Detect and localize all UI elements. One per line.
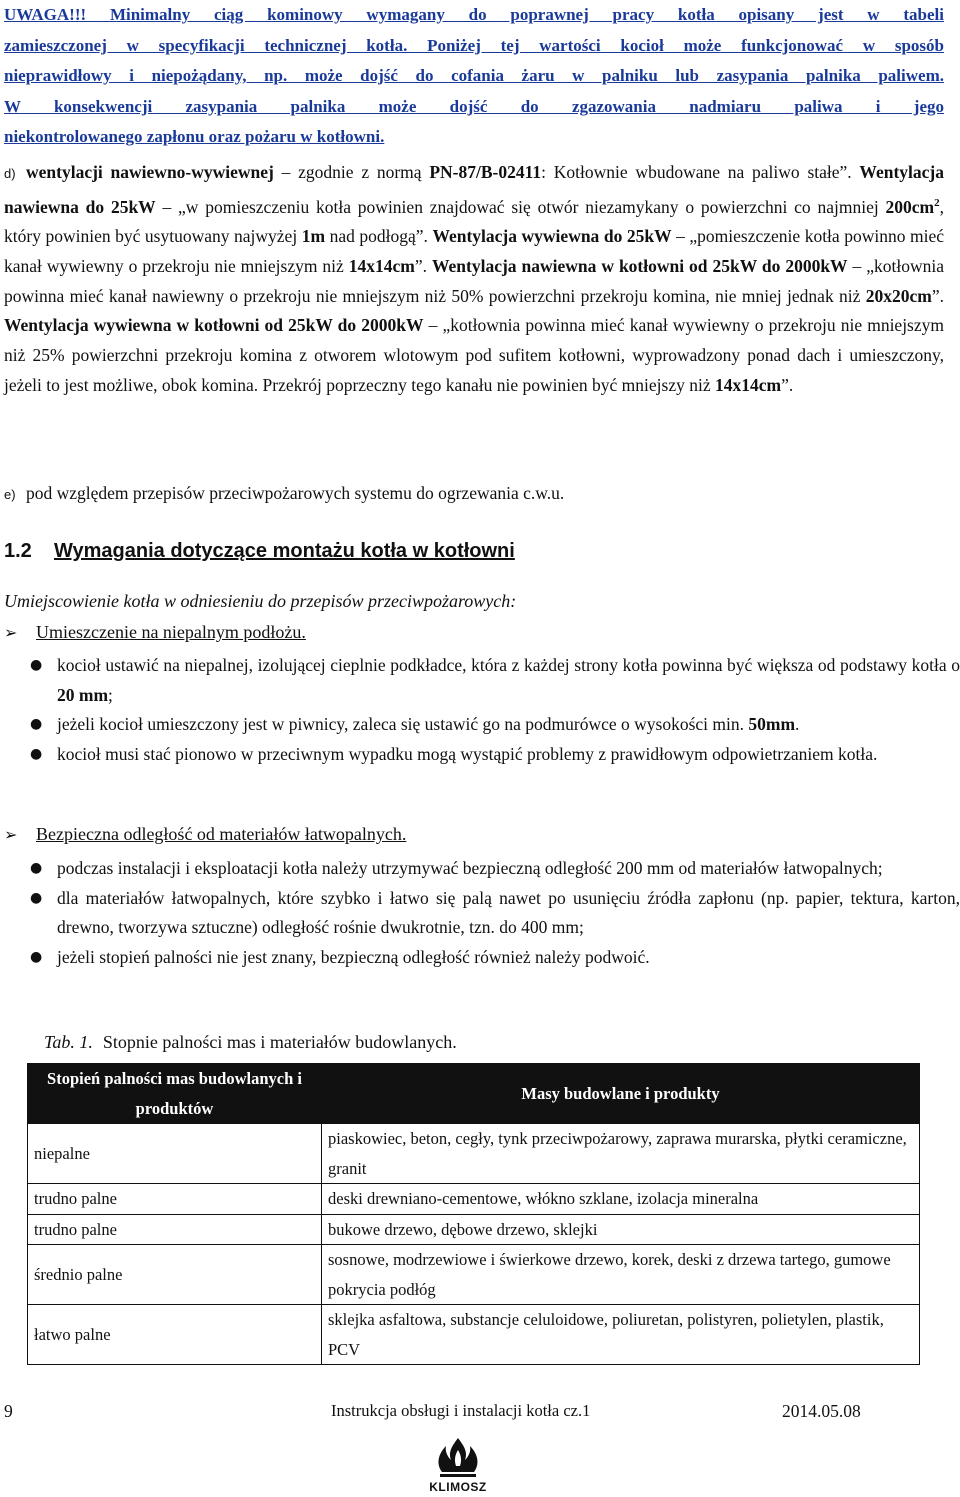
- subsection-noncombustible: [4, 622, 306, 643]
- list-marker-d: d): [4, 166, 16, 181]
- heading-title: Wymagania dotyczące montażu kotła w kotłowni: [54, 540, 515, 562]
- list-item: ● kocioł musi stać pionowo w przeciwnym wypadku mogą wystąpić problemy z prawidłowym odpowietrzaniem kotła.: [30, 740, 960, 770]
- table-row: [28, 1214, 920, 1245]
- subsection-title: Bezpieczna odległość od materiałów łatwopalnych.: [36, 824, 407, 844]
- table-caption: [44, 1032, 457, 1053]
- grade-cell: łatwo palne: [28, 1305, 322, 1365]
- column-header-grade: Stopień palności mas budowlanych i produktów: [28, 1064, 322, 1124]
- grade-cell: średnio palne: [28, 1245, 322, 1305]
- bullet-dot-icon: ●: [30, 746, 43, 763]
- list-item: ● jeżeli kocioł umieszczony jest w piwnicy, zaleca się ustawić go na podmurówce o wysokości min. 50mm.: [30, 710, 960, 740]
- flame-logo-icon: [418, 1436, 498, 1480]
- heading-number: 1.2: [4, 540, 32, 562]
- warning-paragraph: [4, 0, 944, 153]
- bullet-list-noncombustible: [30, 651, 960, 770]
- arrow-bullet-icon: ➢: [4, 623, 18, 642]
- flammability-table: [27, 1063, 920, 1365]
- warning-line: niekontrolowanego zapłonu oraz pożaru w kotłowni.: [4, 127, 385, 146]
- table-row: [28, 1305, 920, 1365]
- subsection-safe-distance: [4, 824, 406, 845]
- warning-line: nieprawidłowy i niepożądany, np. może dojść do cofania żaru w palniku lub zasypania palnika paliwem.: [4, 66, 944, 85]
- list-item: ● dla materiałów łatwopalnych, które szybko i łatwo się palą nawet po usunięciu źródła zapłonu (np. papier, tektura, karton, drewno, tworzywa sztuczne) odległość rośnie dwukrotnie, tzn. do 400 mm;: [30, 884, 960, 943]
- table-row: [28, 1184, 920, 1215]
- grade-cell: trudno palne: [28, 1184, 322, 1215]
- list-item: ● jeżeli stopień palności nie jest znany, bezpieczną odległość również należy podwoić.: [30, 943, 960, 973]
- table-row: [28, 1245, 920, 1305]
- ventilation-paragraph: d) wentylacji nawiewno-wywiewnej – zgodnie z normą PN-87/B-02411: Kotłownie wbudowane na paliwo stałe”. Wentylacja nawiewna do 25kW – „w pomieszczeniu kotła powinien znajdować się otwór niezamykany o powierzchni co najmniej $200cm^2$, który powinien być usytuowany najwyżej 1m nad podłogą”. Wentylacja wywiewna do 25kW – „pomieszczenie kotła powinno mieć kanał wywiewny o przekroju nie mniejszym niż 14x14cm”. Wentylacja nawiewna w kotłowni od 25kW do 2000kW – „kotłownia powinna mieć kanał nawiewny o przekroju nie mniejszym niż 50% powierzchni przekroju komina, nie mniej jednak niż 20x20cm”. Wentylacja wywiewna w kotłowni od 25kW do 2000kW – „kotłownia powinna mieć kanał wywiewny o przekroju nie mniejszym niż 25% powierzchni przekroju komina z otworem wlotowym pod sufitem kotłowni, wyprowadzony ponad dach i umieszczony, jeżeli to jest możliwe, obok komina. Przekrój poprzeczny tego kanału nie powinien być mniejszy niż 14x14cm”.: [4, 158, 944, 400]
- bullet-dot-icon: ●: [30, 949, 43, 966]
- heating-paragraph: e) pod względem przepisów przeciwpożarowych systemu do ogrzewania c.w.u.: [4, 479, 944, 510]
- materials-cell: deski drewniano-cementowe, włókno szklane, izolacja mineralna: [322, 1184, 920, 1215]
- section-heading: [4, 540, 515, 563]
- page-number: 9: [4, 1401, 13, 1421]
- intro-line: Umiejscowienie kotła w odniesieniu do przepisów przeciwpożarowych:: [4, 591, 517, 611]
- table-row: [28, 1124, 920, 1184]
- footer-date: 2014.05.08: [782, 1401, 861, 1421]
- bullet-dot-icon: ●: [30, 716, 43, 733]
- subsection-title: Umieszczenie na niepalnym podłożu.: [36, 622, 306, 642]
- bullet-dot-icon: ●: [30, 657, 43, 673]
- materials-cell: piaskowiec, beton, cegły, tynk przeciwpożarowy, zaprawa murarska, płytki ceramiczne, granit: [322, 1124, 920, 1184]
- list-item: ● podczas instalacji i eksploatacji kotła należy utrzymywać bezpieczną odległość 200 mm od materiałów łatwopalnych;: [30, 854, 960, 884]
- table-caption-text: Stopnie palności mas i materiałów budowlanych.: [102, 1032, 457, 1052]
- grade-cell: niepalne: [28, 1124, 322, 1184]
- grade-cell: trudno palne: [28, 1214, 322, 1245]
- bullet-dot-icon: ●: [30, 889, 43, 906]
- warning-line: W konsekwencji zasypania palnika może dojść do zgazowania nadmiaru paliwa i jego: [4, 96, 944, 116]
- klimosz-logo: [418, 1436, 498, 1496]
- materials-cell: sklejka asfaltowa, substancje celuloidowe, poliuretan, polistyren, polietylen, plastik, PCV: [322, 1305, 920, 1365]
- table-header-row: [28, 1064, 920, 1124]
- list-item: ● kocioł ustawić na niepalnej, izolującej cieplnie podkładce, która z każdej strony kotła powinna być większa od podstawy kotła o 20 mm;: [30, 651, 960, 710]
- bullet-list-safe-distance: [30, 854, 960, 973]
- materials-cell: sosnowe, modrzewiowe i świerkowe drzewo, korek, deski z drzewa tartego, gumowe pokrycia podłóg: [322, 1245, 920, 1305]
- list-marker-e: e): [4, 487, 16, 502]
- warning-line: zamieszczonej w specyfikacji technicznej kotła. Poniżej tej wartości kocioł może funkcjonować w sposób: [4, 35, 944, 55]
- footer-title: Instrukcja obsługi i instalacji kotła cz.1: [331, 1401, 591, 1420]
- column-header-materials: Masy budowlane i produkty: [322, 1064, 920, 1124]
- arrow-bullet-icon: ➢: [4, 825, 18, 844]
- bullet-dot-icon: ●: [30, 860, 43, 876]
- warning-line: UWAGA!!! Minimalny ciąg kominowy wymagany do poprawnej pracy kotła opisany jest w tabeli: [4, 5, 944, 24]
- table-number: Tab. 1.: [44, 1032, 93, 1052]
- materials-cell: bukowe drzewo, dębowe drzewo, sklejki: [322, 1214, 920, 1245]
- logo-brand-text: KLIMOSZ: [429, 1480, 487, 1494]
